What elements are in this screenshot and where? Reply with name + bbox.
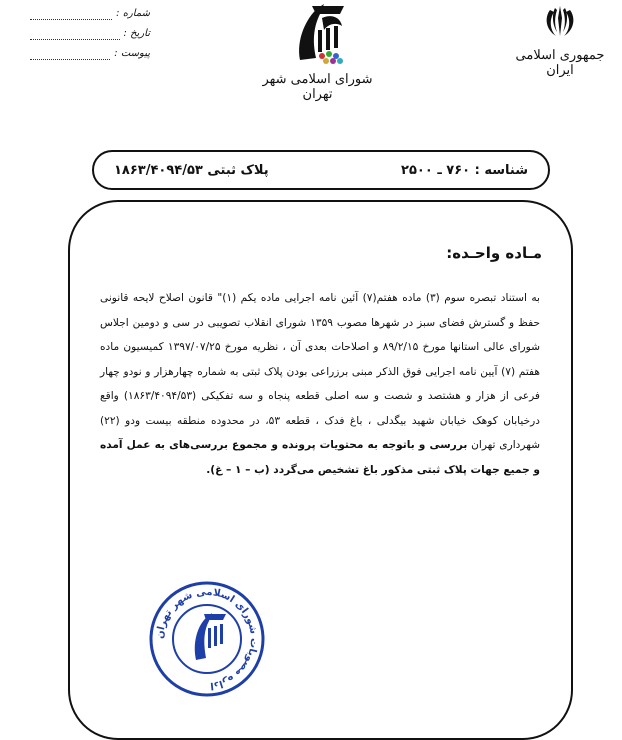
- registration-id-bar: [92, 150, 550, 190]
- resolution-body-decision: بررسی و باتوجه به محتویات پرونده و مجموع بررسی‌های به عمل آمده و جمیع جهات پلاک ثبتی مذکور باغ تشخیص می‌گردد (ب – ١ – غ).: [100, 439, 540, 476]
- seal-icon: [148, 580, 266, 698]
- date-dotted-line: [30, 29, 120, 40]
- council-logo-caption: شورای اسلامی شهر تهران: [262, 72, 373, 102]
- number-label: شماره :: [116, 8, 150, 19]
- date-field: [30, 24, 150, 44]
- national-emblem: [510, 2, 610, 78]
- resolution-body: [100, 286, 540, 482]
- council-logo: [255, 0, 380, 102]
- number-field: [30, 4, 150, 24]
- svg-text:اداره مصوبات شورای اسلامی شهر: اداره مصوبات شورای اسلامی شهر تهران: [154, 586, 260, 691]
- office-seal-stamp: [148, 580, 266, 698]
- attachment-field: [30, 44, 150, 64]
- document-meta-fields: [30, 4, 150, 64]
- number-dotted-line: [30, 9, 112, 20]
- council-logo-icon: [278, 0, 358, 70]
- emblem-caption: جمهوری اسلامی ایران: [515, 48, 605, 78]
- emblem-icon: [540, 2, 580, 42]
- attachment-dotted-line: [30, 49, 110, 60]
- resolution-heading: مـاده واحـده:: [446, 244, 542, 262]
- resolution-body-text: به استناد تبصره سوم (٣) ماده هفتم(٧) آئین نامه اجرایی ماده یکم (١)" قانون اصلاح لایحه قانونی حفظ و گسترش فضای سبز در شهرها مصوب ١٣۵٩ شورای انقلاب تصویبی در سی و دومین اجلاس شورای عالی استانها مورخ ٨٩/٢/١۵ و اصلاحات بعدی آن ، نظریه مورخ ١٣٩٧/٠٧/٢۵ کمیسیون ماده هفتم (٧) آیین نامه اجرایی فوق الذکر مبنی برزراعی بودن پلاک ثبتی به شماره چهارهزار و نودو چهار فرعی از هزار و هشتصد و شصت و سه اصلی قطعه پنجاه و سه تفکیکی (١٨۶٣/۴٠٩۴/۵٣) واقع درخیابان کوهک خیابان شهید بیگدلی ، باغ فدک ، قطعه ۵٣، در محدوده منطقه بیست ودو (٢٢) شهرداری تهران: [100, 292, 540, 451]
- attachment-label: پیوست :: [114, 48, 150, 59]
- date-label: تاریخ :: [123, 28, 150, 39]
- document-id: شناسه : ٧۶٠ ـ ٢۵٠٠: [401, 162, 528, 178]
- registered-plaque-number: پلاک ثبتی ١٨۶٣/۴٠٩۴/۵٣: [114, 162, 269, 178]
